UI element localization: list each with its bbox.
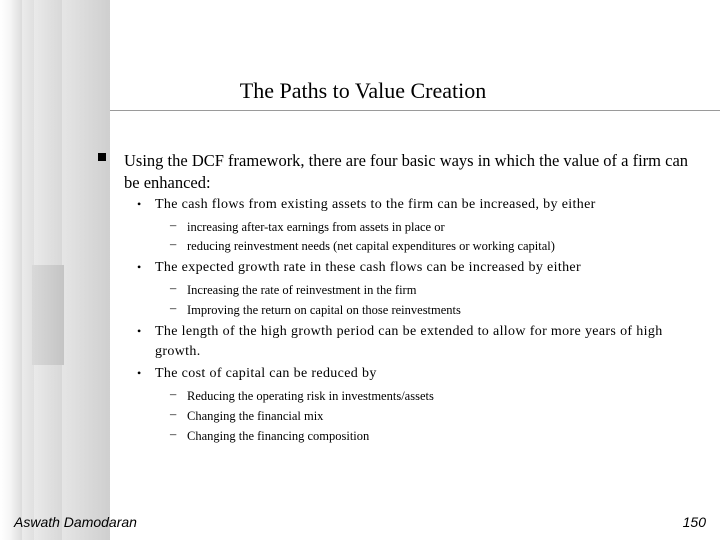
sub-sub-point: reducing reinvestment needs (net capital expenditures or working capital) (187, 239, 555, 253)
main-bullet-text: Using the DCF framework, there are four basic ways in which the value of a firm can be enhanced: (124, 151, 689, 192)
dash-icon: – (170, 281, 177, 295)
sub-point: The cost of capital can be reduced by (155, 366, 377, 381)
bullet-dot-icon: • (137, 260, 142, 274)
bullet-dot-icon: • (137, 197, 142, 211)
dash-icon: – (170, 427, 177, 441)
dash-icon: – (170, 387, 177, 401)
sub-sub-point: Improving the return on capital on those reinvestments (187, 303, 461, 317)
dash-icon: – (170, 301, 177, 315)
dash-icon: – (170, 407, 177, 421)
page-number: 150 (682, 514, 706, 530)
sub-sub-point: Increasing the rate of reinvestment in the firm (187, 283, 417, 297)
footer-author: Aswath Damodaran (14, 514, 137, 530)
bullet-dot-icon: • (137, 324, 142, 338)
slide-title: The Paths to Value Creation (239, 78, 487, 103)
sub-sub-point: Changing the financing composition (187, 429, 370, 443)
decorative-bar (32, 265, 64, 365)
sub-sub-point: Changing the financial mix (187, 409, 324, 423)
sub-point: The length of the high growth period can be extended to allow for more years of high growth. (155, 324, 663, 359)
sub-point: The expected growth rate in these cash flows can be increased by either (155, 260, 582, 275)
dash-icon: – (170, 218, 177, 232)
sub-sub-point: increasing after-tax earnings from assets in place or (187, 220, 445, 234)
sub-point: The cash flows from existing assets to the firm can be increased, by either (155, 197, 596, 212)
dash-icon: – (170, 237, 177, 251)
title-divider (110, 110, 720, 111)
bullet-dot-icon: • (137, 366, 142, 380)
square-bullet-icon (98, 153, 106, 161)
sub-sub-point: Reducing the operating risk in investments/assets (187, 389, 434, 403)
